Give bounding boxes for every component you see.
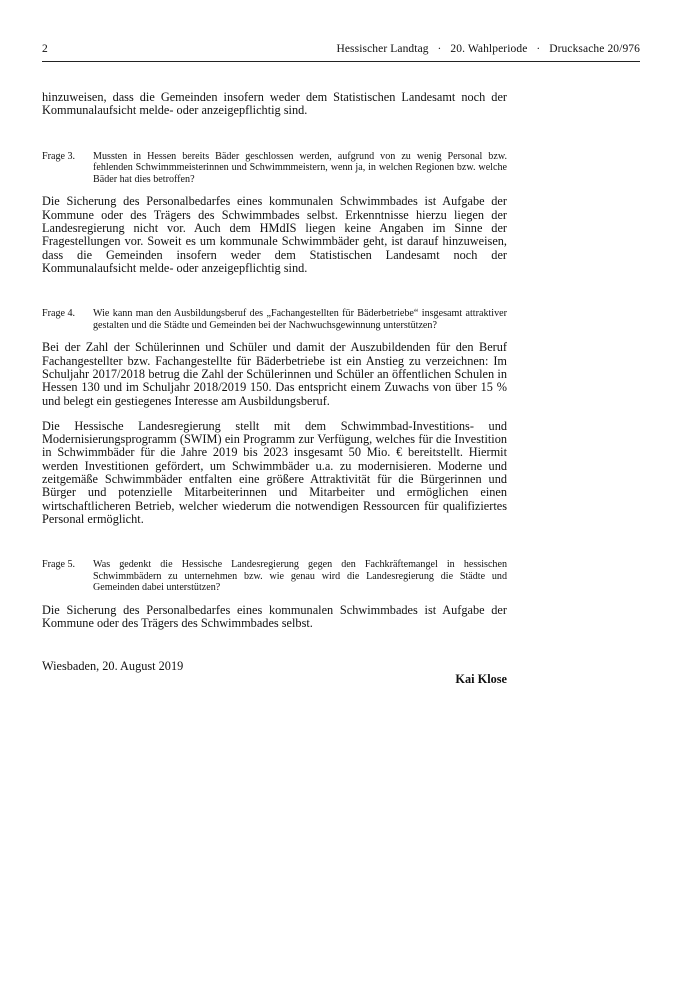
question-text: Wie kann man den Ausbildungsberuf des „Fachangestellten für Bäderbetriebe“ insgesamt attraktiver gestalten und die Städte und Gemeinden bei der Nachwuchsgewinnung unterstützen? [93, 308, 507, 331]
question-label: Frage 3. [42, 150, 76, 162]
answer-paragraph: Die Sicherung des Personalbedarfes eines kommunalen Schwimmbades ist Aufgabe der Kommune oder des Trägers des Schwimmbades selbst. [42, 602, 507, 631]
question-label: Frage 5. [42, 559, 76, 571]
question-text: Mussten in Hessen bereits Bäder geschlossen werden, aufgrund von zu wenig Personal bzw. fehlenden Schwimmmeisterinnen und Schwimmmeistern, wenn ja, in welchen Regionen bzw. welche Bäder hat dies betroffen? [93, 150, 507, 185]
place-date: Wiesbaden, 20. August 2019 [42, 658, 184, 673]
intro-continuation-paragraph: hinzuweisen, dass die Gemeinden insofern weder dem Statistischen Landesamt noch der Kommunalaufsicht melde- oder anzeigepflichtig sind. [42, 90, 507, 118]
answer-paragraph: Die Sicherung des Personalbedarfes eines kommunalen Schwimmbades ist Aufgabe der Kommune oder des Trägers des Schwimmbades selbst. Erkenntnisse hierzu liegen der Landesregierung nicht vor. Auch dem HMdIS liegen keine Angaben im Sinne der Fragestellungen vor. Soweit es um kommunale Schwimmbäder geht, ist darauf hinzuweisen, dass die Gemeinden insofern weder dem Statistischen Landesamt noch der Kommunalaufsicht melde- oder anzeigepflichtig sind. [42, 194, 507, 275]
running-head: Hessischer Landtag · 20. Wahlperiode · Drucksache 20/976 [336, 43, 640, 55]
answer-paragraph: Bei der Zahl der Schülerinnen und Schüler und damit der Auszubildenden für den Beruf Fachangestellter bzw. Fachangestellte für Bäderbetriebe ist ein Anstieg zu verzeichnen: Im Schuljahr 2017/2018 betrug die Zahl der Schülerinnen und Schüler an öffentlichen Schulen in Hessen 130 und im Schuljahr 2018/2019 150. Das entspricht einem Zuwachs von über 15 % und belegt ein gestiegenes Interesse am Ausbildungsberuf. [42, 340, 507, 408]
page-header [42, 41, 640, 62]
question-5 [42, 559, 507, 594]
signer-name: Kai Klose [455, 671, 507, 686]
question-4 [42, 308, 507, 331]
document-body [42, 90, 507, 686]
question-label: Frage 4. [42, 308, 76, 320]
question-3 [42, 151, 507, 186]
page-number: 2 [42, 43, 48, 55]
answer-paragraph: Die Hessische Landesregierung stellt mit dem Schwimmbad-Investitions- und Modernisierungsprogramm (SWIM) ein Programm zur Verfügung, welches für die Investition in Schwimmbäder für die Jahre 2019 bis 2023 insgesamt 50 Mio. € bereitstellt. Hiermit werden Investitionen gefördert, um Schwimmbäder u.a. zu modernisieren. Moderne und zeitgemäße Schwimmbäder entfalten eine größere Attraktivität für die Bürgerinnen und Bürger und potenzielle Mitarbeiterinnen und Mitarbeiter und ermöglichen einen wirtschaftlicheren Betrieb, welcher wiederum die notwendigen Ressourcen für qualifiziertes Personal ermöglicht. [42, 418, 507, 526]
closing-block [42, 658, 507, 686]
question-text: Was gedenkt die Hessische Landesregierung gegen den Fachkräftemangel in hessischen Schwimmbädern zu unternehmen bzw. wie genau wird die Landesregierung die Städte und Gemeinden dabei unterstützen? [93, 559, 507, 594]
